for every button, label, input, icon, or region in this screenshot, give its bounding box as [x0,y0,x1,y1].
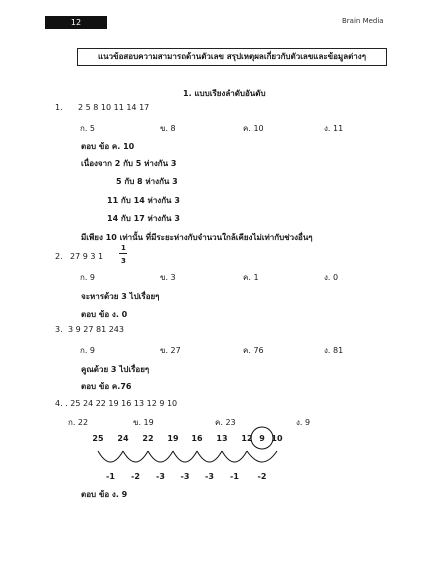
q1-explanation-line: เนื่องจาก 2 กับ 5 ห่างกัน 3 [81,159,177,168]
diagram-arc [247,451,277,462]
q4-line: 4. . 25 24 22 19 16 13 12 9 10 [55,399,178,408]
diagram-arc [98,451,123,462]
diagram-arc [173,451,197,462]
diagram-arc [123,451,148,462]
q2-fraction-numerator: 1 [121,244,126,252]
diagram-arc [222,451,247,462]
diagram-difference: -2 [257,472,267,481]
q4-answer: ตอบ ข้อ ง. 9 [81,490,128,499]
q2-fraction-denominator: 3 [121,257,126,265]
q1-explanation-line: 11 กับ 14 ห่างกัน 3 [107,196,180,205]
q2-explanation: จะหารด้วย 3 ไปเรื่อยๆ [81,292,160,301]
q4-choice-d: ง. 9 [296,418,311,427]
q3-sequence: 3 9 27 81 243 [68,325,124,334]
diagram-difference: -2 [131,472,140,481]
q3-explanation: คูณด้วย 3 ไปเรื่อยๆ [81,365,150,374]
q2-choice-c: ค. 1 [243,273,259,282]
diagram-difference: -3 [180,472,190,481]
diagram-number: 12 [241,434,253,443]
diagram-number: 16 [191,434,203,443]
page-number: 12 [45,16,107,29]
q1-choice-d: ง. 11 [324,124,344,133]
document-title: แนวข้อสอบความสามารถด้านตัวเลข สรุปเหตุผลเกี่ยวกับตัวเลขและข้อมูลต่างๆ [77,48,387,66]
q3-choice-b: ข. 27 [160,346,181,355]
diagram-number: 10 [271,434,283,443]
q3-choice-c: ค. 76 [243,346,264,355]
q2-choice-a: ก. 9 [80,273,96,282]
q2-answer: ตอบ ข้อ ง. 0 [81,310,128,319]
q2-choice-b: ข. 3 [160,273,176,282]
q1-explanation-line: 14 กับ 17 ห่างกัน 3 [107,214,180,223]
diagram-number: 22 [142,434,154,443]
diagram-arc [148,451,173,462]
q1-choice-c: ค. 10 [243,124,264,133]
diagram-number: 13 [216,434,228,443]
q1-explanation-line: 5 กับ 8 ห่างกัน 3 [116,177,178,186]
q3-number: 3. [55,325,63,334]
q2-sequence: 27 9 3 1 [70,252,104,261]
diagram-difference: -3 [156,472,165,481]
q2-number: 2. [55,252,63,261]
diagram-number: 25 [92,434,104,443]
diagram-number: 24 [117,434,129,443]
q3-choice-d: ง. 81 [324,346,344,355]
q1-answer: ตอบ ข้อ ค. 10 [81,142,135,151]
q3-choice-a: ก. 9 [80,346,96,355]
diagram-difference: -1 [106,472,115,481]
q3-answer: ตอบ ข้อ ค.76 [81,382,132,391]
q1-number: 1. [55,103,63,112]
q1-explanation-line: มีเพียง 10 เท่านั้น ที่มีระยะห่างกับจำนวนใกล้เคียงไม่เท่ากับช่วงอื่นๆ [81,233,313,242]
q4-choice-a: ก. 22 [68,418,89,427]
section-heading: 1. แบบเรียงลำดับอันดับ [183,89,266,98]
q1-choice-a: ก. 5 [80,124,96,133]
diagram-arc [197,451,222,462]
q4-choice-c: ค. 23 [215,418,236,427]
q1-choice-b: ข. 8 [160,124,176,133]
diagram-difference: -1 [230,472,239,481]
q4-choice-b: ข. 19 [133,418,154,427]
diagram-number: 19 [167,434,179,443]
q1-sequence: 2 5 8 10 11 14 17 [78,103,150,112]
publisher-name: Brain Media [342,17,384,25]
diagram-number: 9 [259,434,265,443]
q2-choice-d: ง. 0 [324,273,339,282]
diagram-difference: -3 [205,472,214,481]
